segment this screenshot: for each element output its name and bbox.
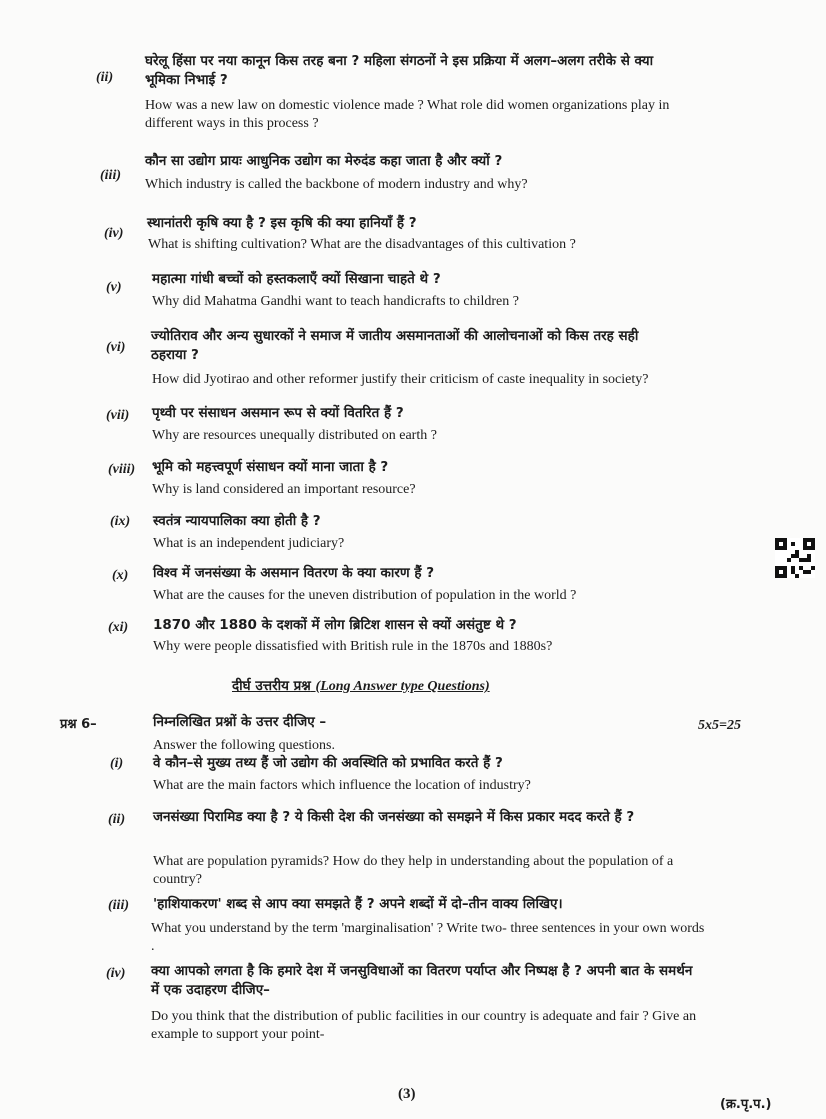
question-text-hindi: 1870 और 1880 के दशकों में लोग ब्रिटिश शासन से क्यों असंतुष्ट थे ? xyxy=(153,617,517,633)
question-text-hindi: महात्मा गांधी बच्चों को हस्तकलाएँ क्यों सिखाना चाहते थे ? xyxy=(152,271,441,287)
question-text-english: What is shifting cultivation? What are the disadvantages of this cultivation ? xyxy=(148,237,576,252)
question-text-hindi: 'हाशियाकरण' शब्द से आप क्या समझते हैं ? अपने शब्दों में दो–तीन वाक्य लिखिए। xyxy=(153,896,563,912)
section-heading xyxy=(232,676,490,695)
question-text-english: Do you think that the distribution of public facilities in our country is adequate and fair ? Give an example to support your point- xyxy=(151,1009,697,1042)
question-text-hindi: जनसंख्या पिरामिड क्या है ? ये किसी देश की जनसंख्या को समझने में किस प्रकार मदद करते हैं ? xyxy=(153,809,635,825)
question-text-hindi: घरेलू हिंसा पर नया कानून किस तरह बना ? महिला संगठनों ने इस प्रक्रिया में अलग–अलग तरीके से क्या भूमिका निभाई ? xyxy=(145,53,654,88)
question-text-english: What is an independent judiciary? xyxy=(153,536,345,551)
question-text-english: Why are resources unequally distributed on earth ? xyxy=(152,428,437,443)
marks-label: 5x5=25 xyxy=(698,718,741,733)
question-6-instruction-english: Answer the following questions. xyxy=(153,738,335,753)
question-text-hindi: स्वतंत्र न्यायपालिका क्या होती है ? xyxy=(153,513,321,529)
question-text-english: Why is land considered an important resource? xyxy=(152,482,416,497)
question-number: (viii) xyxy=(108,462,136,477)
qr-code-icon xyxy=(775,538,815,578)
question-text-hindi: ज्योतिराव और अन्य सुधारकों ने समाज में जातीय असमानताओं की आलोचनाओं को किस तरह सही ठहराया ? xyxy=(151,328,639,363)
question-number: (x) xyxy=(112,568,129,583)
question-text-english: Why did Mahatma Gandhi want to teach handicrafts to children ? xyxy=(152,294,519,309)
question-text-english: Why were people dissatisfied with British rule in the 1870s and 1880s? xyxy=(153,639,553,654)
question-text-english: How was a new law on domestic violence made ? What role did women organizations play in different ways in this process ? xyxy=(145,98,670,131)
question-text-hindi: कौन सा उद्योग प्रायः आधुनिक उद्योग का मेरुदंड कहा जाता है और क्यों ? xyxy=(145,153,503,169)
please-turn-over: (क्र.पृ.प.) xyxy=(720,1097,772,1112)
question-6-label: प्रश्न 6– xyxy=(60,717,97,732)
question-text-hindi: क्या आपको लगता है कि हमारे देश में जनसुविधाओं का वितरण पर्याप्त और निष्पक्ष है ? अपनी बात के समर्थन में एक उदाहरण दीजिए– xyxy=(151,963,693,998)
question-text-english: What you understand by the term 'marginalisation' ? Write two- three sentences in your own words . xyxy=(151,921,705,954)
question-text-hindi: भूमि को महत्त्वपूर्ण संसाधन क्यों माना जाता है ? xyxy=(152,459,389,475)
page-number: (3) xyxy=(398,1086,416,1102)
question-6-instruction-hindi: निम्नलिखित प्रश्नों के उत्तर दीजिए – xyxy=(153,714,327,730)
question-number: (ix) xyxy=(110,514,131,529)
question-number: (ii) xyxy=(96,70,114,85)
question-number: (iv) xyxy=(104,226,124,241)
question-text-hindi: वे कौन–से मुख्य तथ्य हैं जो उद्योग की अवस्थिति को प्रभावित करते हैं ? xyxy=(153,755,503,771)
question-text-english: What are the main factors which influence the location of industry? xyxy=(153,778,531,793)
question-number: (i) xyxy=(110,756,124,771)
question-text-english: How did Jyotirao and other reformer justify their criticism of caste inequality in society? xyxy=(152,372,649,387)
question-number: (iii) xyxy=(100,168,121,183)
section-heading-hindi: दीर्घ उत्तरीय प्रश्न xyxy=(232,678,311,694)
question-number: (xi) xyxy=(108,620,129,635)
question-number: (v) xyxy=(106,280,122,295)
question-number: (iii) xyxy=(108,898,129,913)
question-number: (iv) xyxy=(106,966,126,981)
section-heading-english: (Long Answer type Questions) xyxy=(315,679,490,694)
question-number: (vii) xyxy=(106,408,130,423)
question-text-hindi: विश्व में जनसंख्या के असमान वितरण के क्या कारण हैं ? xyxy=(153,565,435,581)
question-text-hindi: पृथ्वी पर संसाधन असमान रूप से क्यों वितरित हैं ? xyxy=(152,405,404,421)
question-number: (vi) xyxy=(106,340,126,355)
question-text-english: What are the causes for the uneven distribution of population in the world ? xyxy=(153,588,577,603)
question-text-english: Which industry is called the backbone of modern industry and why? xyxy=(145,177,528,192)
question-text-hindi: स्थानांतरी कृषि क्या है ? इस कृषि की क्या हानियाँ हैं ? xyxy=(147,215,417,231)
question-number: (ii) xyxy=(108,812,126,827)
question-text-english: What are population pyramids? How do they help in understanding about the population of a country? xyxy=(153,854,674,887)
